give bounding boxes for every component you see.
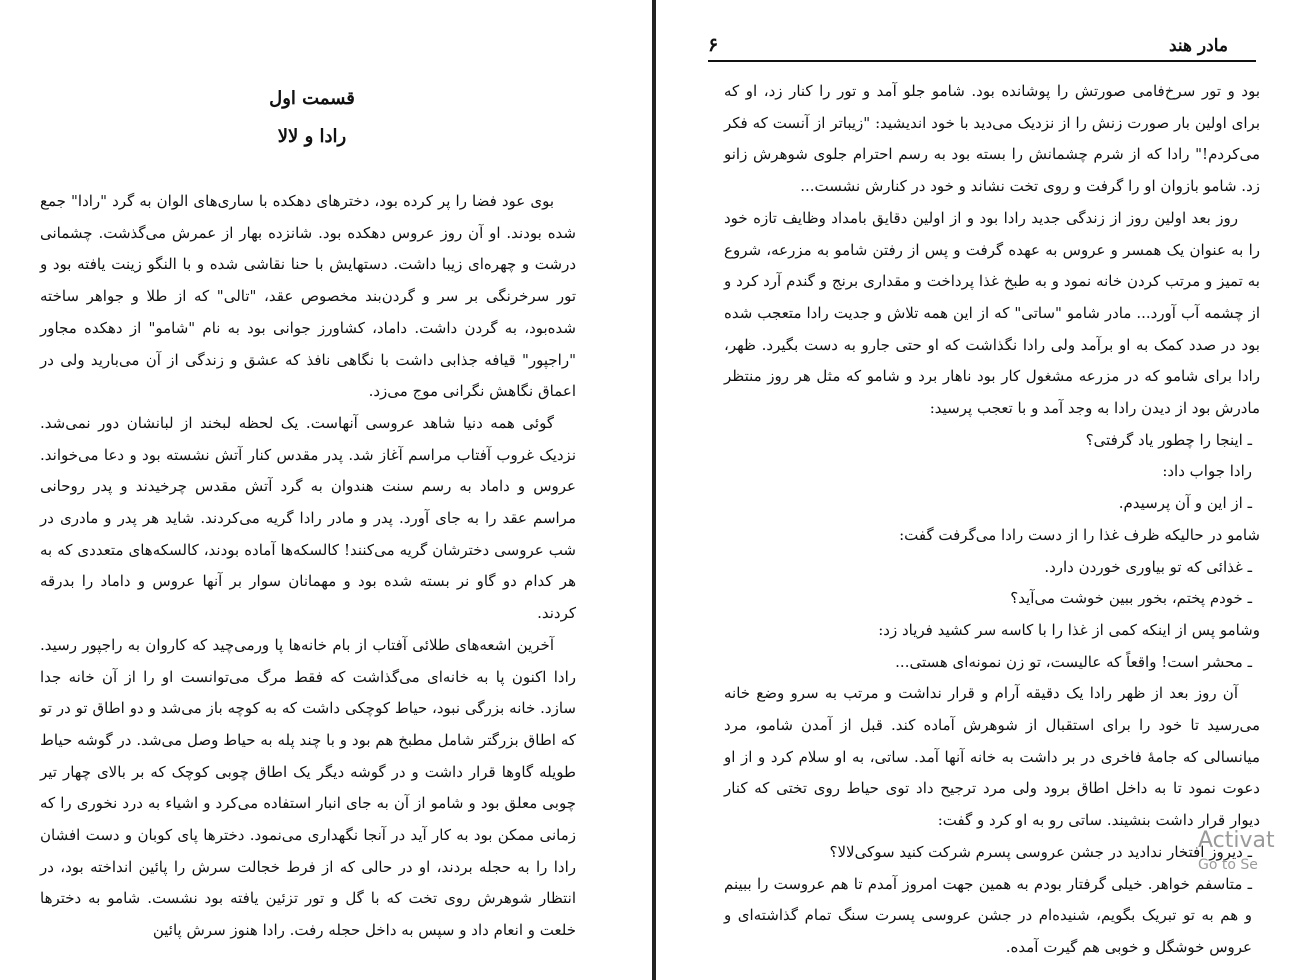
dialogue-line: ـ از این و آن پرسیدم. — [1118, 494, 1252, 513]
dialogue-line: ـ خودم پختم، بخور ببین خوشت می‌آید؟ — [1010, 589, 1252, 608]
dialogue-line: ـ متاسفم خواهر. خیلی گرفتار بودم به همین جهت امروز آمدم تا هم عروست را ببینم و هم به تو تبریک بگویم، شنیده‌ام در جشن عروسی پسرت سنگ تمام گذاشته‌ای و عروس خوشگل و خوبی هم گیرت آمده. — [724, 874, 1252, 956]
paragraph: وشامو پس از اینکه کمی از غذا را با کاسه سر کشید فریاد زد: — [878, 620, 1260, 639]
paragraph: آن روز بعد از ظهر رادا یک دقیقه آرام و قرار نداشت و مرتب به سرو وضع خانه می‌رسید تا خود را برای استقبال از شوهرش آماده کند. قبل از آمدن شامو، مرد میانسالی که جامهٔ فاخری در بر داشت به خانه آنها آمد. ساتی، به او سلام کرد و از او دعوت نمود تا به داخل اطاق برود ولی مرد ترجیح داد توی حیاط روی تختی که کنار دیوار قرار داشت بنشیند. ساتی رو به او کرد و گفت: — [724, 684, 1260, 830]
watermark-line-2: Go to Se — [1198, 857, 1258, 873]
paragraph: بود و تور سرخ‌فامی صورتش را پوشانده بود. شامو جلو آمد و تور را کنار زد، او که برای اولین بار صورت زنش را از نزدیک می‌دید با خود اندیشید: "زیباتر از آنست که فکر می‌کردم!" رادا که از شرم چشمانش را بسته بود به رسم احترام جلوی شوهرش زانو زد. شامو بازوان او را گرفت و روی تخت نشاند و خود در کنارش نشست... — [724, 82, 1260, 196]
running-header — [708, 34, 1256, 62]
right-page — [656, 0, 1290, 980]
paragraph: آخرین اشعه‌های طلائی آفتاب از بام خانه‌ها پا ورمی‌چید که کاروان به راجپور رسید. رادا اکنون پا به خانه‌ای می‌گذاشت که فقط مرگ می‌توانست او را از آن خانه جدا سازد. خانه بزرگی نبود، حیاط کوچکی داشت که به کوچه باز می‌شد و دو اطاق تو در تو که اطاق بزرگتر شامل مطبخ هم بود و با چند پله به حیاط وصل می‌شد. در گوشه حیاط طویله گاوها قرار داشت و در گوشه دیگر یک اطاق چوبی کوچک که بر بالای چهار تیر چوبی معلق بود و شامو از آن به جای انبار استفاده می‌کرد و اشیاء به درد نخوری را که زمانی ممکن بود به کار آید در آنجا نگهداری می‌نمود. دخترها پای کوبان و دست افشان رادا را به حجله بردند، او در حالی که از فرط خجالت سرش را پائین انداخته بود، در انتظار شوهرش روی تخت که با گل و تور تزئین یافته بود نشست. شامو به دخترها خلعت و انعام داد و سپس به داخل حجله رفت. رادا هنوز سرش پائین — [40, 635, 576, 940]
paragraph: بوی عود فضا را پر کرده بود، دخترهای دهکده با ساری‌های الوان به گرد "رادا" جمع شده بودند. او آن روز عروس دهکده بود. شانزده بهار از عمرش می‌گذشت. چشمانی درشت و چهره‌ای زیبا داشت. دستهایش با حنا نقاشی شده و با النگو زینت یافته بود و تور سرخرنگی بر سر و گردن‌بند مخصوص عقد، "تالی" که از طلا و جواهر ساخته شده‌بود، به گردن داشت. داماد، کشاورز جوانی بود به نام "شامو" از دهکده مجاور "راجپور" قیافه جذابی داشت با نگاهی نافذ که عشق و زندگی از آن می‌بارید ولی در اعماق نگاهش نگرانی موج می‌زد. — [40, 192, 576, 401]
part-subtitle: رادا و لالا — [277, 126, 347, 147]
paragraph: شامو در حالیکه ظرف غذا را از دست رادا می‌گرفت گفت: — [899, 525, 1260, 544]
header-title: مادر هند — [1168, 36, 1228, 56]
page-number: ۶ — [708, 34, 719, 56]
dialogue-line: ـ اینجا را چطور یاد گرفتی؟ — [1085, 430, 1252, 449]
part-title: قسمت اول — [269, 88, 355, 109]
dialogue-line: ـ دیروز افتخار ندادید در جشن عروسی پسرم شرکت کنید سوکی‌لالا؟ — [829, 842, 1252, 861]
dialogue-line: ـ محشر است! واقعاً که عالیست، تو زن نمونه‌ای هستی... — [895, 652, 1252, 671]
watermark-line-1: Activat — [1198, 828, 1275, 853]
left-body-text — [40, 186, 576, 947]
right-body-text — [724, 76, 1260, 964]
dialogue-line: رادا جواب داد: — [1162, 462, 1252, 481]
activation-watermark — [1198, 826, 1290, 874]
paragraph: گوئی همه دنیا شاهد عروسی آنهاست. یک لحظه لبخند از لبانشان دور نمی‌شد. نزدیک غروب آفتاب مراسم آغاز شد. پدر مقدس کنار آتش نشسته بود و دعا می‌خواند. عروس و داماد به رسم سنت هندوان به گرد آتش مقدس چرخیدند و پدر روحانی مراسم عقد را به جای آورد. پدر و مادر رادا گریه می‌کردند. شاید هر پدر و مادری در شب عروسی دخترشان گریه می‌کنند! کالسکه‌ها آماده بودند، کالسکه‌های متعددی که به هر کدام دو گاو نر بسته شده بود و مهمانان سوار بر آنها عروس و داماد را بدرقه کردند. — [40, 413, 576, 623]
paragraph: روز بعد اولین روز از زندگی جدید رادا بود و از اولین دقایق بامداد وظایف تازه خود را به عنوان یک همسر و عروس به عهده گرفت و پس از رفتن شامو به مزرعه، شروع به تمیز و مرتب کردن خانه نمود و به طبخ غذا پرداخت و مقداری برنج و گندم آرد کرد و از چشمه آب آورد... مادر شامو "ساتی" که از این همه تلاش و جدیت رادا متعجب شده بود در صدد کمک به او برآمد ولی رادا نگذاشت که او حتی جارو به دست بگیرد. ظهر، رادا برای شامو که در مزرعه مشغول کار بود ناهار برد و شامو که مثل هر روز منتظر مادرش بود از دیدن رادا به وجد آمد و با تعجب پرسید: — [724, 208, 1260, 418]
dialogue-line: ـ غذائی که تو بیاوری خوردن دارد. — [1044, 557, 1252, 576]
